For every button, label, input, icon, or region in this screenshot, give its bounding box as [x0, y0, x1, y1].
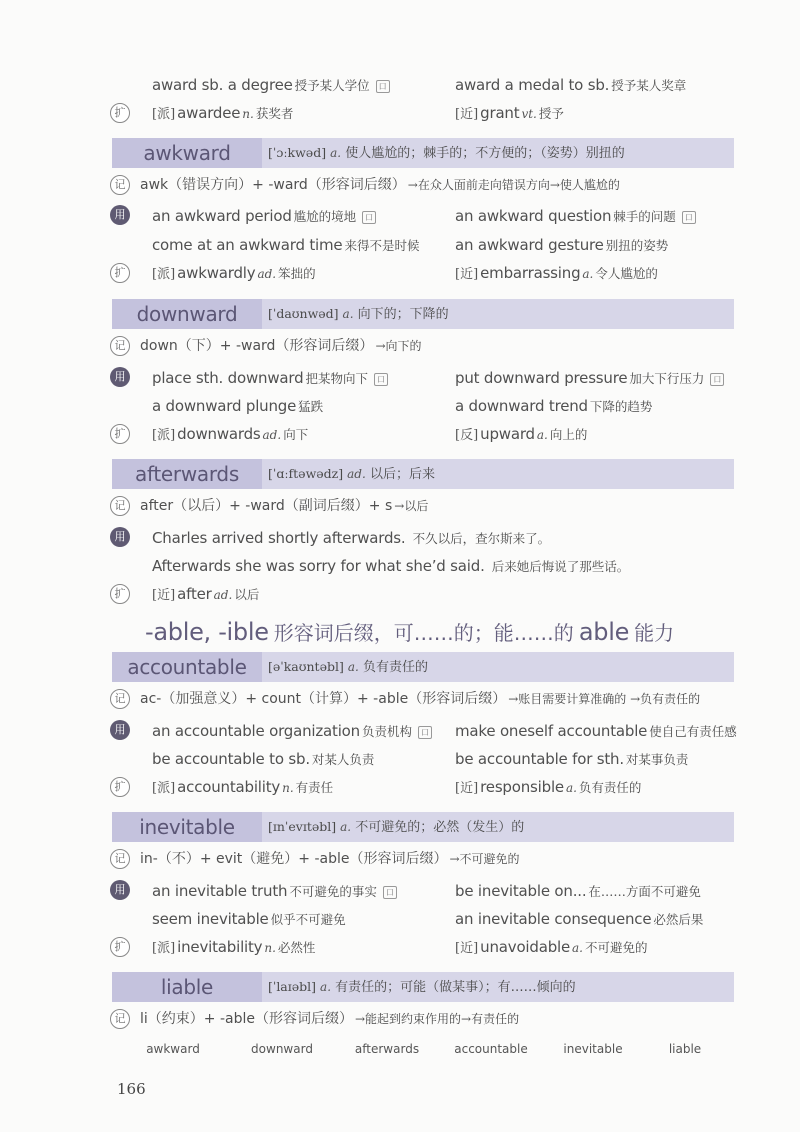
extension-label-icon: 扩 [110, 937, 130, 957]
etymology-note: li（约束）+ -able（形容词后缀） →能起到约束作用的→有责任的 [140, 1011, 520, 1027]
extension-label-icon: 扩 [110, 777, 130, 797]
usage-item: a downward trend 下降的趋势 [455, 397, 653, 415]
microphone-icon[interactable]: 口 [682, 211, 696, 224]
footer-word[interactable]: afterwards [354, 1042, 420, 1056]
microphone-icon[interactable]: 口 [710, 373, 724, 386]
extension-synonym: [近] grant vt. 授予 [455, 104, 564, 122]
usage-item: come at an awkward time 来得不是时候 [152, 236, 420, 254]
usage-item: an awkward period 尴尬的境地 口 [152, 203, 376, 229]
entry-header-downward [112, 299, 734, 329]
headword[interactable]: downward [112, 299, 262, 329]
usage-item: an awkward gesture 别扭的姿势 [455, 236, 669, 254]
page-number: 166 [117, 1080, 146, 1098]
headword[interactable]: afterwards [112, 459, 262, 489]
extension-label-icon: 扩 [110, 103, 130, 123]
example-sentence: Afterwards she was sorry for what she’d said. 后来她后悔说了那些话。 [152, 557, 630, 575]
usage-award-degree: award sb. a degree 授予某人学位 口 [152, 72, 390, 98]
memory-label-icon: 记 [110, 496, 130, 516]
usage-item: be accountable to sb. 对某人负责 [152, 750, 375, 768]
microphone-icon[interactable]: 口 [374, 373, 388, 386]
extension-item: [近] after ad. 以后 [152, 585, 260, 603]
usage-label-icon: 用 [110, 367, 130, 387]
footer-word[interactable]: awkward [146, 1042, 200, 1056]
footer-word-list [0, 1042, 800, 1062]
entry-definition: [ˈlaɪəbl] a. 有责任的；可能（做某事）；有……倾向的 [268, 979, 576, 995]
usage-item: an inevitable truth 不可避免的事实 口 [152, 878, 397, 904]
extension-item: [派] awkwardly ad. 笨拙的 [152, 264, 316, 282]
etymology-note: ac-（加强意义）+ count（计算）+ -able（形容词后缀） →账目需要计算准确的 →负有责任的 [140, 691, 701, 707]
extension-item: [派] inevitability n. 必然性 [152, 938, 316, 956]
extension-item: [近] unavoidable a. 不可避免的 [455, 938, 648, 956]
usage-item: an awkward question 棘手的问题 口 [455, 203, 696, 229]
memory-label-icon: 记 [110, 1009, 130, 1029]
extension-derivative: [派] awardee n. 获奖者 [152, 104, 294, 122]
usage-item: an inevitable consequence 必然后果 [455, 910, 704, 928]
extension-label-icon: 扩 [110, 263, 130, 283]
footer-word[interactable]: inevitable [563, 1042, 623, 1056]
extension-label-icon: 扩 [110, 424, 130, 444]
memory-label-icon: 记 [110, 336, 130, 356]
headword[interactable]: awkward [112, 138, 262, 168]
usage-item: place sth. downward 把某物向下 口 [152, 365, 388, 391]
usage-item: be accountable for sth. 对某事负责 [455, 750, 689, 768]
usage-item: an accountable organization 负责机构 口 [152, 718, 432, 744]
entry-definition: [ˈdaʊnwəd] a. 向下的；下降的 [268, 306, 449, 322]
usage-item: a downward plunge 猛跌 [152, 397, 324, 415]
usage-item: put downward pressure 加大下行压力 口 [455, 365, 724, 391]
section-title: -able, -ible 形容词后缀，可……的；能……的 able 能力 [145, 618, 675, 646]
extension-label-icon: 扩 [110, 584, 130, 604]
headword[interactable]: liable [112, 972, 262, 1002]
usage-label-icon: 用 [110, 880, 130, 900]
microphone-icon[interactable]: 口 [418, 726, 432, 739]
memory-label-icon: 记 [110, 689, 130, 709]
usage-item: be inevitable on... 在……方面不可避免 [455, 882, 701, 900]
etymology-note: in-（不）+ evit（避免）+ -able（形容词后缀） →不可避免的 [140, 851, 520, 867]
microphone-icon[interactable]: 口 [383, 886, 397, 899]
extension-item: [近] responsible a. 负有责任的 [455, 778, 642, 796]
usage-item: make oneself accountable 使自己有责任感 [455, 722, 737, 740]
entry-header-awkward [112, 138, 734, 168]
entry-definition: [ɪnˈevɪtəbl] a. 不可避免的；必然（发生）的 [268, 819, 525, 835]
footer-word[interactable]: downward [251, 1042, 313, 1056]
microphone-icon[interactable]: 口 [376, 80, 390, 93]
entry-header-inevitable [112, 812, 734, 842]
extension-item: [派] downwards ad. 向下 [152, 425, 309, 443]
extension-item: [派] accountability n. 有责任 [152, 778, 334, 796]
microphone-icon[interactable]: 口 [362, 211, 376, 224]
entry-header-accountable [112, 652, 734, 682]
usage-label-icon: 用 [110, 205, 130, 225]
usage-label-icon: 用 [110, 527, 130, 547]
entry-header-afterwards [112, 459, 734, 489]
footer-word[interactable]: liable [668, 1042, 702, 1056]
etymology-note: awk（错误方向）+ -ward（形容词后缀） →在众人面前走向错误方向→使人尴尬的 [140, 177, 620, 193]
etymology-note: down（下）+ -ward（形容词后缀） →向下的 [140, 338, 422, 354]
footer-word[interactable]: accountable [454, 1042, 528, 1056]
headword[interactable]: accountable [112, 652, 262, 682]
entry-definition: [ˈɔːkwəd] a. 使人尴尬的；棘手的；不方便的；（姿势）别扭的 [268, 145, 625, 161]
extension-item: [近] embarrassing a. 令人尴尬的 [455, 264, 658, 282]
entry-header-liable [112, 972, 734, 1002]
headword[interactable]: inevitable [112, 812, 262, 842]
memory-label-icon: 记 [110, 849, 130, 869]
usage-label-icon: 用 [110, 720, 130, 740]
memory-label-icon: 记 [110, 175, 130, 195]
usage-item: seem inevitable 似乎不可避免 [152, 910, 346, 928]
entry-definition: [əˈkaʊntəbl] a. 负有责任的 [268, 659, 428, 675]
usage-award-medal: award a medal to sb. 授予某人奖章 [455, 76, 687, 94]
entry-definition: [ˈɑːftəwədz] ad. 以后；后来 [268, 466, 435, 482]
extension-item: [反] upward a. 向上的 [455, 425, 588, 443]
etymology-note: after（以后）+ -ward（副词后缀）+ s →以后 [140, 498, 429, 514]
example-sentence: Charles arrived shortly afterwards. 不久以后，查尔斯来了。 [152, 529, 551, 547]
